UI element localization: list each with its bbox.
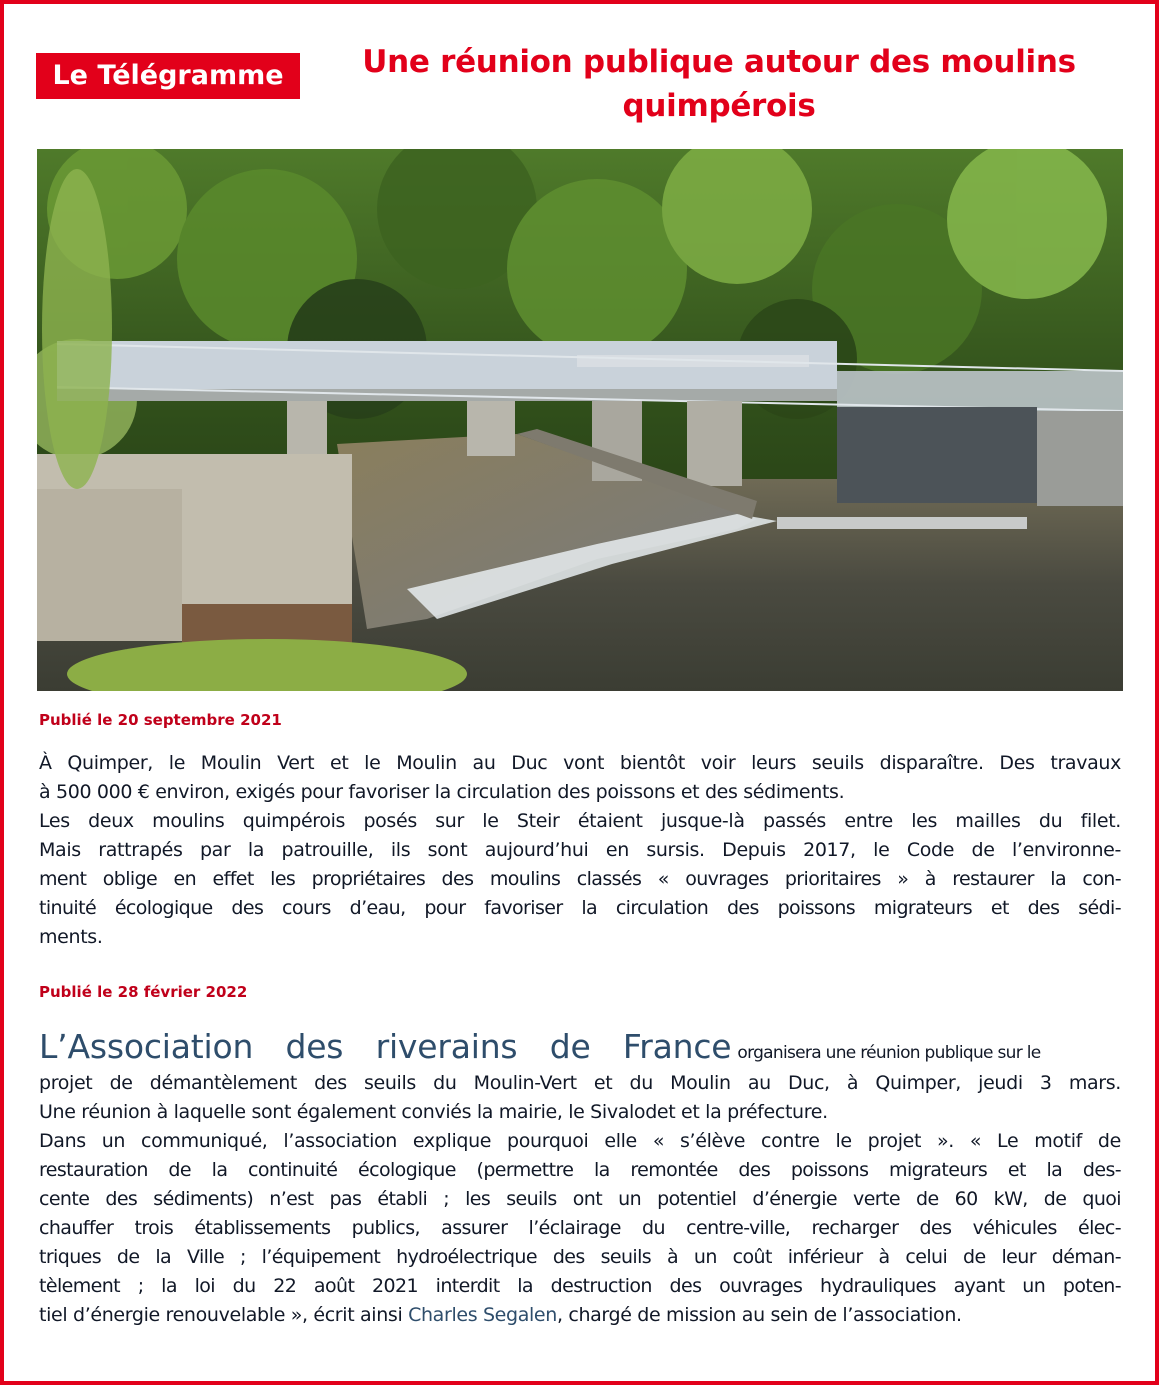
text-line: restauration de la continuité écologique (permettre la remontée des poissons migrateurs et la des- — [39, 1159, 1121, 1181]
text-line: à 500 000 € environ, exigés pour favoriser la circulation des poissons et des sédiments. — [39, 781, 845, 803]
article-2-body — [39, 1024, 1121, 1330]
text-line: triques de la Ville ; l’équipement hydroélectrique des seuils à un coût inférieur à celui de leur déman- — [39, 1246, 1121, 1268]
text-line: tinuité écologique des cours d’eau, pour favoriser la circulation des poissons migrateurs et des sédi- — [39, 897, 1121, 919]
text-fragment: tiel d’énergie renouvelable », écrit ainsi — [39, 1304, 409, 1326]
text-line: cente des sédiments) n’est pas établi ; les seuils ont un potentiel d’énergie verte de 60 kW, de quoi — [39, 1188, 1121, 1210]
publication-date: Publié le 28 février 2022 — [39, 983, 248, 1001]
text-line: Dans un communiqué, l’association explique pourquoi elle « s’élève contre le projet ». « Le motif de — [39, 1130, 1121, 1152]
text-line: Mais rattrapés par la patrouille, ils sont aujourd’hui en sursis. Depuis 2017, le Code de l’environne- — [39, 839, 1121, 861]
text-line: tèlement ; la loi du 22 août 2021 interdit la destruction des ouvrages hydrauliques ayant un poten- — [39, 1275, 1121, 1297]
lead-continuation: organisera une réunion publique sur le — [737, 1043, 1041, 1063]
text-line: ments. — [39, 926, 103, 948]
article-1-body — [39, 749, 1121, 952]
headline-line-2: quimpérois — [622, 88, 816, 124]
publication-date: Publié le 20 septembre 2021 — [39, 711, 282, 729]
text-fragment: , chargé de mission au sein de l’association. — [556, 1304, 962, 1326]
article-photo — [37, 149, 1123, 691]
text-line: À Quimper, le Moulin Vert et le Moulin au Duc vont bientôt voir leurs seuils disparaître. Des travaux — [39, 752, 1121, 774]
text-line: projet de démantèlement des seuils du Moulin-Vert et du Moulin au Duc, à Quimper, jeudi 3 mars. — [39, 1072, 1121, 1094]
association-name: L’Association des riverains de France — [39, 1027, 732, 1066]
text-line-final — [39, 1301, 1121, 1330]
newspaper-logo: Le Télégramme — [36, 53, 300, 99]
headline-line-1: Une réunion publique autour des moulins — [362, 44, 1076, 80]
lead-line — [39, 1024, 1121, 1069]
text-line: Les deux moulins quimpérois posés sur le Steir étaient jusque-là passés entre les mailles du filet. — [39, 810, 1121, 832]
text-line: Une réunion à laquelle sont également conviés la mairie, le Sivalodet et la préfecture. — [39, 1101, 828, 1123]
text-line: chauffer trois établissements publics, assurer l’éclairage du centre-ville, recharger des véhicules élec- — [39, 1217, 1121, 1239]
article-headline — [324, 40, 1114, 128]
weir-photo-illustration — [37, 149, 1123, 691]
author-name: Charles Segalen — [408, 1304, 557, 1326]
text-line: ment oblige en effet les propriétaires des moulins classés « ouvrages prioritaires » à restaurer la con- — [39, 868, 1121, 890]
